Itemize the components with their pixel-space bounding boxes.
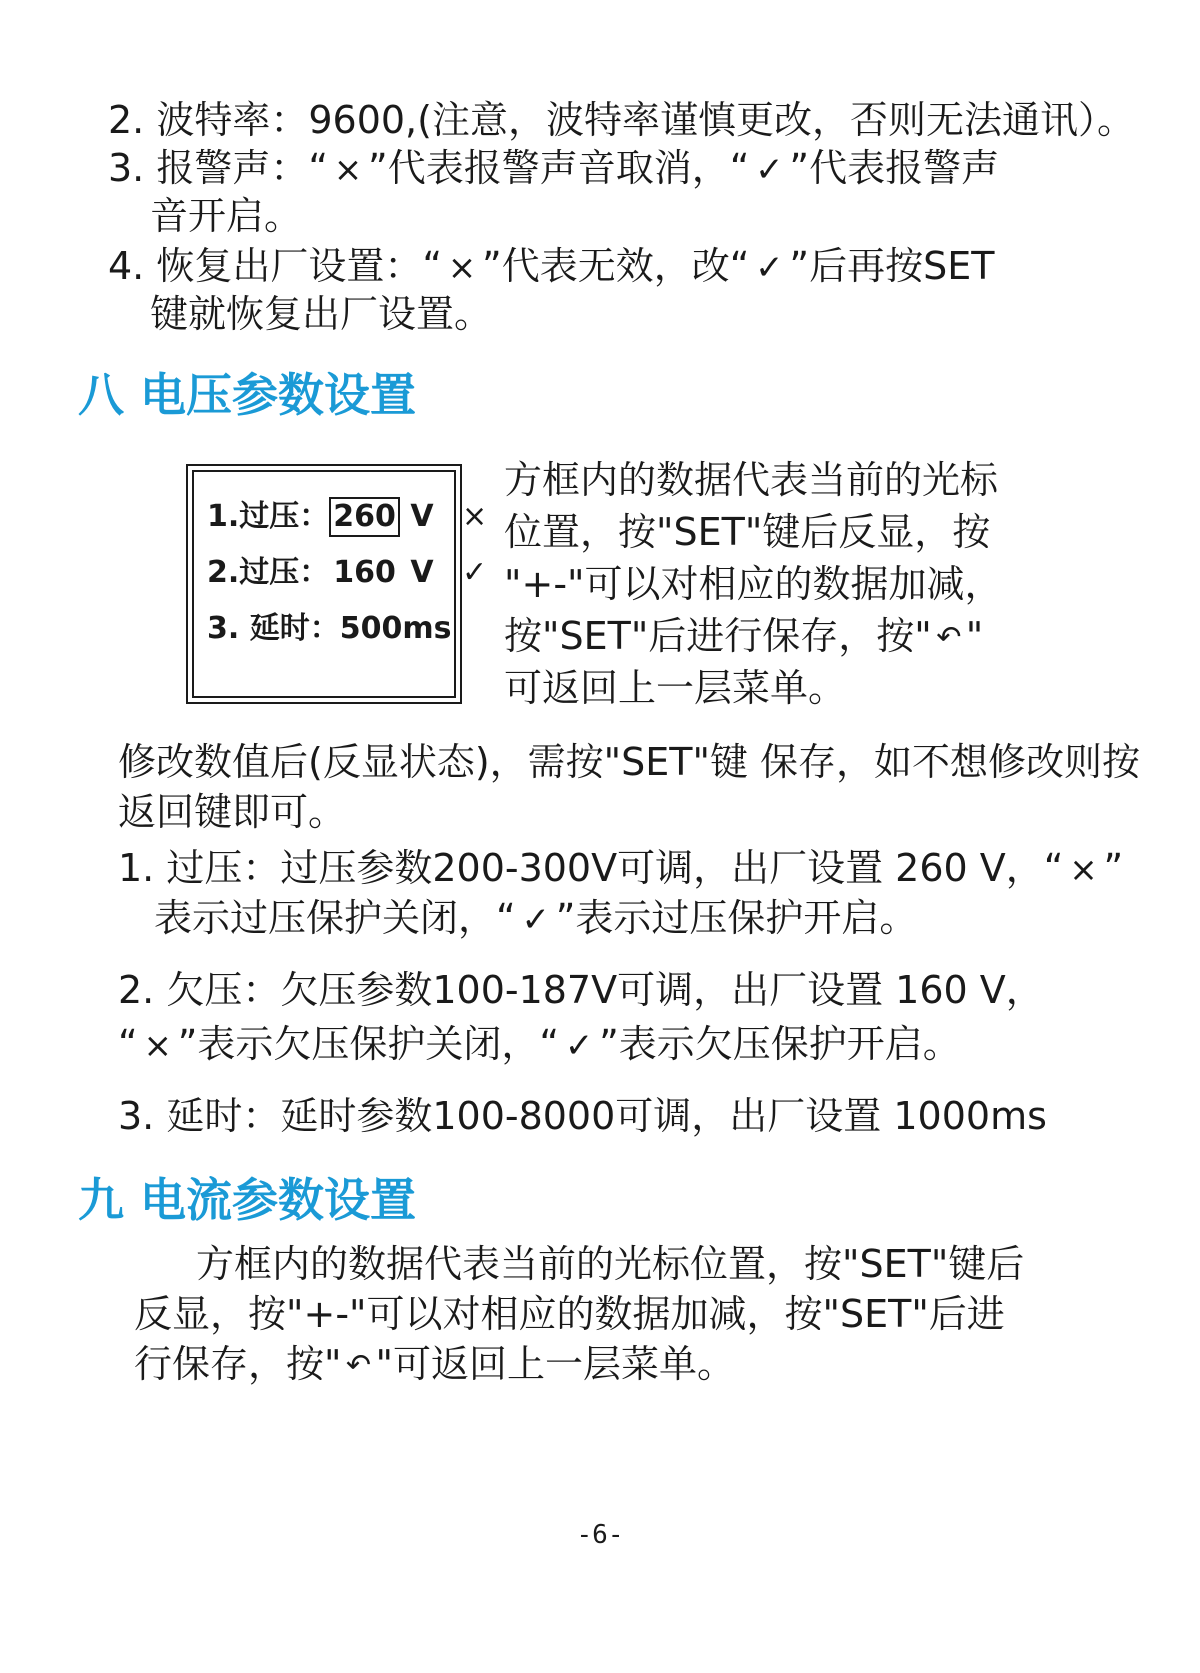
desc-line-1: 方框内的数据代表当前的光标 [504, 458, 999, 502]
param-overvoltage [118, 844, 1123, 894]
item-reset-text-b: ”代表无效，改“ [482, 244, 750, 288]
current-desc-text-a: 行保存，按" [134, 1342, 342, 1386]
param-uv-cont-c: ”表示欠压保护开启。 [599, 1022, 961, 1066]
param-overvoltage-cont [154, 894, 917, 944]
item-reset-text-c: ”后再按SET [789, 244, 995, 288]
note-line-1: 修改数值后(反显状态)，需按"SET"键 保存，如不想修改则按 [118, 740, 1141, 784]
desc-line-2: 位置，按"SET"键后反显，按 [504, 510, 991, 554]
item-alarm-sound [108, 144, 999, 194]
param-delay: 3. 延时：延时参数100-8000可调，出厂设置 1000ms [118, 1094, 1047, 1138]
desc-text-b: " [965, 614, 984, 658]
return-icon: ↶ [345, 1348, 372, 1383]
lcd-label: 2.过压： [207, 555, 330, 590]
check-icon: ✓ [521, 900, 550, 940]
lcd-value: 160 [333, 555, 396, 590]
lcd-row-delay: 3. 延时：500ms [207, 611, 452, 646]
item-baud-rate: 2. 波特率：9600,(注意，波特率谨慎更改，否则无法通讯）。 [108, 98, 1135, 142]
section-title-voltage: 八 电压参数设置 [78, 368, 417, 422]
desc-line-3: "+-"可以对相应的数据加减， [504, 562, 1003, 606]
item-alarm-text-c: ”代表报警声 [789, 146, 1000, 190]
return-icon: ↶ [936, 620, 962, 655]
current-desc-text-b: "可返回上一层菜单。 [375, 1342, 735, 1386]
item-alarm-text-a: 3. 报警声：“ [108, 146, 329, 190]
cross-icon: × [462, 499, 488, 534]
param-uv-cont-b: ”表示欠压保护关闭，“ [177, 1022, 560, 1066]
cross-icon: × [1069, 850, 1098, 890]
param-undervoltage-cont [118, 1020, 961, 1070]
param-ov-text-a: 1. 过压：过压参数200-300V可调，出厂设置 260 V，“ [118, 846, 1064, 890]
param-ov-text-b: ” [1103, 846, 1124, 890]
lcd-row-overvoltage-1 [207, 497, 487, 537]
page-number: -6- [576, 1520, 624, 1550]
param-uv-cont-a: “ [118, 1022, 138, 1066]
param-ov-cont-b: ”表示过压保护开启。 [555, 896, 918, 940]
current-desc-3 [134, 1340, 735, 1390]
desc-line-5: 可返回上一层菜单。 [504, 666, 847, 710]
check-icon: ✓ [755, 150, 784, 190]
cross-icon: × [333, 150, 363, 190]
check-icon: ✓ [462, 555, 488, 590]
item-reset-text-a: 4. 恢复出厂设置：“ [108, 244, 443, 288]
item-factory-reset [108, 242, 994, 292]
lcd-label: 1.过压： [207, 499, 330, 534]
section-title-current: 九 电流参数设置 [78, 1173, 417, 1227]
lcd-unit: V [410, 499, 434, 534]
cross-icon: × [447, 248, 477, 288]
desc-text-a: 按"SET"后进行保存，按" [504, 614, 932, 658]
check-icon: ✓ [755, 248, 784, 288]
desc-line-4 [504, 612, 983, 662]
note-line-2: 返回键即可。 [118, 790, 347, 834]
current-desc-1: 方框内的数据代表当前的光标位置，按"SET"键后 [196, 1242, 1025, 1286]
param-ov-cont-a: 表示过压保护关闭，“ [154, 896, 516, 940]
lcd-cursor-value: 260 [329, 497, 400, 537]
current-desc-2: 反显，按"+-"可以对相应的数据加减，按"SET"后进 [134, 1292, 1005, 1336]
item-reset-cont: 键就恢复出厂设置。 [150, 292, 493, 336]
item-alarm-text-b: ”代表报警声音取消，“ [368, 146, 750, 190]
lcd-row-overvoltage-2 [207, 553, 487, 593]
item-alarm-cont: 音开启。 [150, 194, 303, 238]
check-icon: ✓ [564, 1026, 594, 1066]
param-undervoltage: 2. 欠压：欠压参数100-187V可调，出厂设置 160 V， [118, 968, 1044, 1012]
lcd-unit: V [410, 555, 434, 590]
cross-icon: × [143, 1026, 172, 1066]
